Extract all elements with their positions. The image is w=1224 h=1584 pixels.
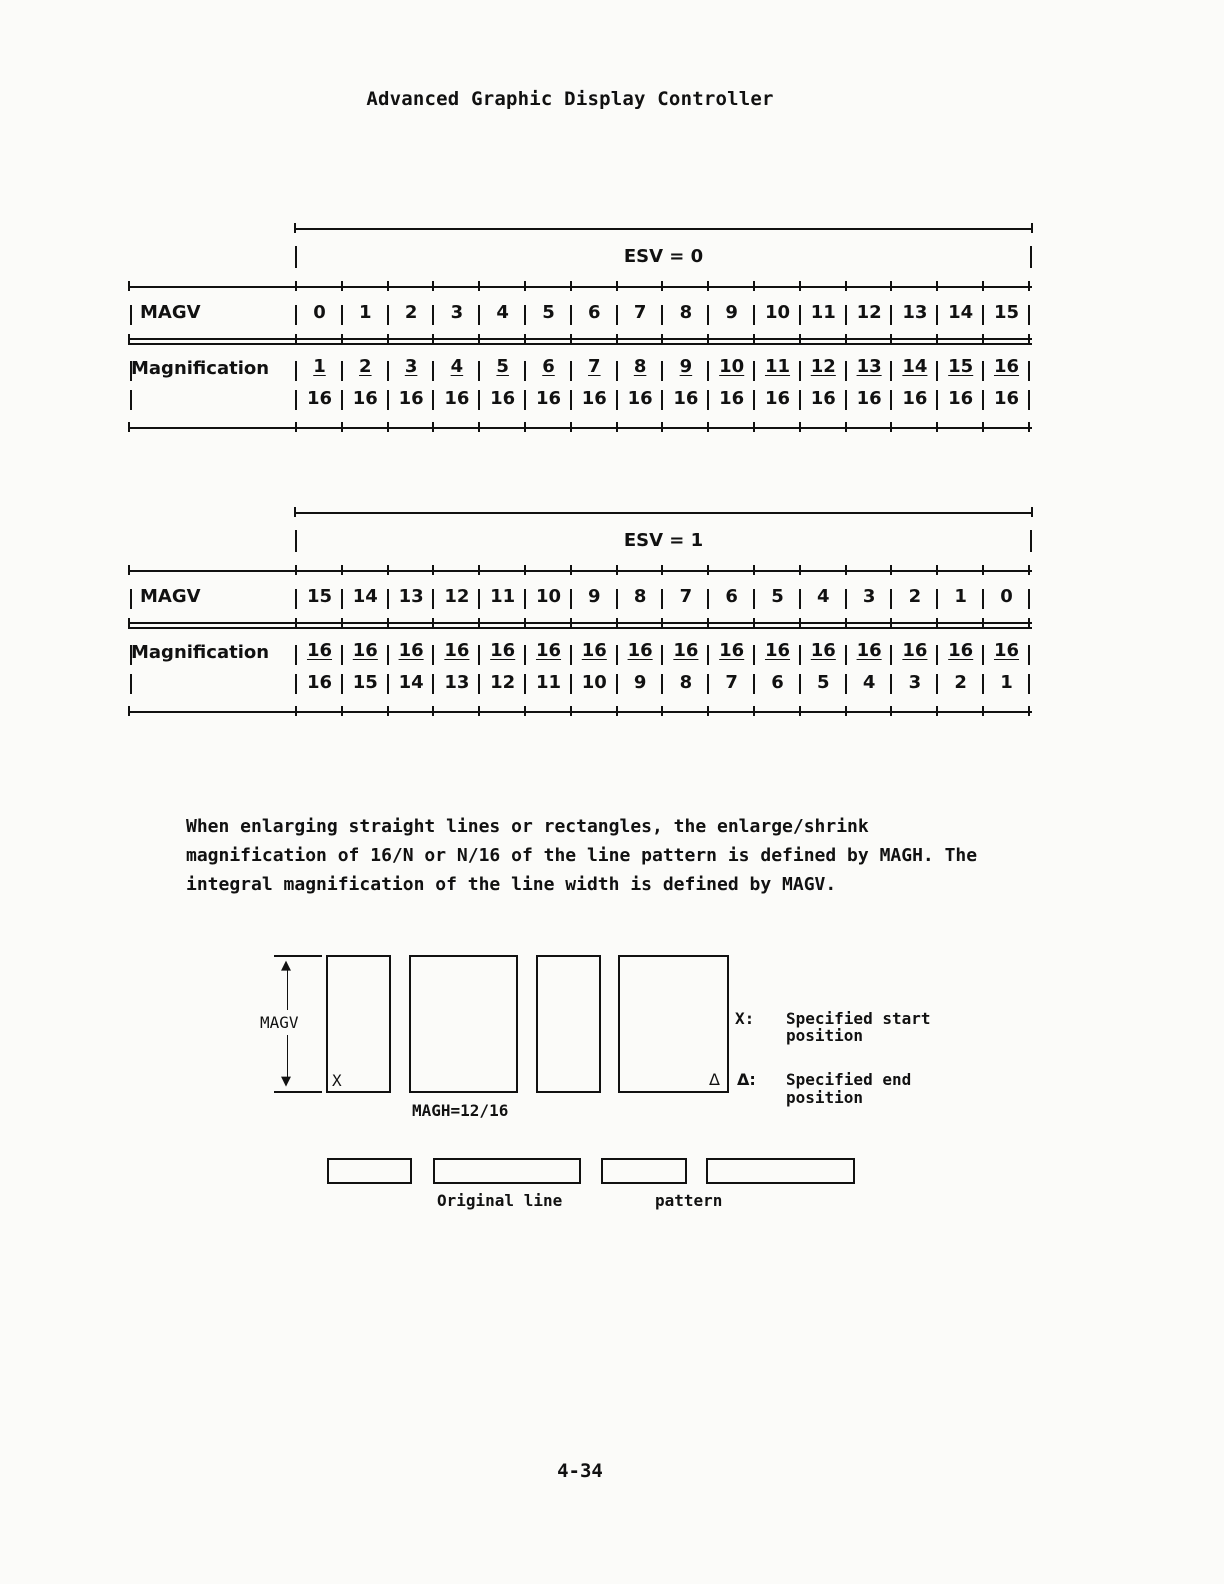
magv-cell: 11 [810,302,836,323]
numerator-cell [618,640,663,661]
numerator-cell-text: 7 [588,356,601,377]
numerator-cell [389,356,434,377]
rule-tick [890,281,892,291]
magv-cell: 2 [404,302,418,323]
enlarged-segment-4 [618,955,729,1093]
rule-tick [707,565,709,575]
magv-cell: 13 [902,302,928,323]
rule-tick [478,706,480,716]
rule-tick [936,565,938,575]
numerator-cell [663,356,708,377]
rule-tick [982,334,984,344]
rule-tick [128,422,130,432]
rule-tick [1031,223,1033,233]
denominator-cell: 8 [679,672,693,693]
rule-tick [432,281,434,291]
numerator-cell-text: 16 [673,640,699,661]
paragraph-line: When enlarging straight lines or rectangles, the enlarge/shrink [186,816,869,837]
denominator-cell: 1 [1000,672,1013,693]
denominator-cell: 4 [862,672,876,693]
magv-line-upper [287,968,288,1010]
rule-tick [936,334,938,344]
rule-tick [890,618,892,628]
rule-tick [295,281,297,291]
denominator-cell: 2 [954,672,967,693]
numerator-cell-text: 15 [948,356,974,377]
numerator-cell [343,640,388,661]
numerator-cell-text: 16 [764,640,791,661]
rule-tick [845,334,847,344]
rule-tick [128,706,130,716]
start-marker: X [332,1071,342,1090]
page-number: 4-34 [557,1460,603,1482]
numerator-cell [755,640,800,661]
denominator-cell: 6 [771,672,784,693]
rule-tick [936,618,938,628]
numerator-cell [480,356,525,377]
rule-tick [570,334,572,344]
magv-cell: 11 [490,586,516,607]
numerator-cell-text: 16 [948,640,974,661]
denominator-cell: 7 [725,672,738,693]
rule-tick [707,281,709,291]
numerator-cell-text: 6 [542,356,555,377]
numerator-cell [526,640,571,661]
rule-tick [1028,618,1030,628]
magv-cell: 8 [679,302,693,323]
enlarged-segment-1 [326,955,391,1093]
denominator-cell: 13 [444,672,470,693]
rule-tick [982,618,984,628]
rule-tick [387,281,389,291]
numerator-cell-text: 13 [856,356,882,377]
numerator-cell [938,356,983,377]
magv-cell: 1 [954,586,967,607]
magv-up-arrow: ▲ [281,958,291,973]
numerator-cell-text: 1 [313,356,326,377]
numerator-cell-text: 16 [535,640,562,661]
numerator-cell [389,640,434,661]
numerator-cell [618,356,663,377]
numerator-cell-text: 5 [496,356,509,377]
esv-header [295,228,1032,286]
numerator-cell [434,640,479,661]
legend-end-key: Δ: [737,1070,756,1089]
original-segment-3 [601,1158,687,1184]
rule-tick [1028,565,1030,575]
original-segment-2 [433,1158,581,1184]
rule-tick [524,422,526,432]
denominator-cell: 9 [633,672,647,693]
rule-tick [387,334,389,344]
rule-tick [799,706,801,716]
magnification-row-label: Magnification [131,358,270,379]
rule-tick [799,618,801,628]
denominator-cell: 16 [490,388,516,409]
rule-tick [387,422,389,432]
denominator-cell: 16 [673,388,699,409]
rule-tick [128,334,130,344]
rule-tick [478,618,480,628]
magnification-table-esv1 [128,512,1032,717]
original-line-label: Original line [437,1191,563,1210]
legend-end-text: Specified end [786,1070,912,1089]
denominator-cell: 16 [948,388,974,409]
rule-tick [432,565,434,575]
rule-tick [478,334,480,344]
numerator-cell-text: 9 [679,356,693,377]
denominator-cell: 16 [810,388,836,409]
magv-cell: 0 [1000,586,1013,607]
numerator-cell-text: 16 [398,640,424,661]
numerator-cell-text: 16 [902,640,928,661]
magnification-row-label: Magnification [131,642,270,663]
paragraph-line: integral magnification of the line width is defined by MAGV. [186,874,837,895]
magv-line-lower [287,1035,288,1081]
magv-row-label: MAGV [140,302,201,323]
rule-tick [661,334,663,344]
numerator-cell-text: 16 [993,640,1020,661]
rule-tick [570,422,572,432]
rule-tick [341,334,343,344]
rule-tick [616,618,618,628]
rule-tick [524,334,526,344]
rule-tick [341,281,343,291]
magv-cell: 8 [633,586,647,607]
denominator-cell: 16 [444,388,470,409]
rule-tick [982,706,984,716]
numerator-cell [572,640,617,661]
rule-tick [661,565,663,575]
numerator-cell [892,356,937,377]
magv-cell: 14 [948,302,974,323]
magv-cell: 3 [450,302,464,323]
rule-tick [524,281,526,291]
rule-tick [799,422,801,432]
denominator-cell: 10 [581,672,607,693]
rule-tick [1031,507,1033,517]
magv-cell: 10 [764,302,791,323]
end-marker: Δ [709,1070,720,1089]
numerator-cell [709,356,754,377]
numerator-cell-text: 3 [404,356,418,377]
rule-tick [845,618,847,628]
magv-bottom-tick [274,1091,322,1093]
magv-down-arrow: ▼ [281,1074,291,1089]
rule-tick [341,565,343,575]
magv-cell: 5 [542,302,555,323]
rule-tick [524,618,526,628]
legend-end-text-2: position [786,1088,864,1107]
rule-tick [890,706,892,716]
numerator-cell-text: 8 [633,356,647,377]
legend-start-key: X: [735,1009,755,1028]
denominator-cell: 16 [764,388,791,409]
esv-label: ESV = 1 [623,530,704,551]
numerator-cell-text: 4 [450,356,464,377]
rule-tick [341,706,343,716]
denominator-cell: 16 [398,388,424,409]
rule-tick [128,281,130,291]
numerator-cell [480,640,525,661]
rule-tick [890,422,892,432]
numerator-cell-text: 16 [856,640,882,661]
numerator-cell [847,356,892,377]
magv-cell: 12 [444,586,470,607]
denominator-cell: 5 [817,672,830,693]
rule-tick [753,706,755,716]
rule-tick [1028,281,1030,291]
rule-tick [616,422,618,432]
magv-cell: 12 [856,302,882,323]
rule-tick [478,565,480,575]
enlarged-segment-3 [536,955,601,1093]
rule-tick [982,422,984,432]
rule-tick [295,334,297,344]
rule-tick [432,422,434,432]
magv-cell: 14 [352,586,378,607]
rule-tick [570,618,572,628]
magnification-table-esv0 [128,228,1032,433]
denominator-cell: 16 [719,388,745,409]
rule-tick [845,565,847,575]
rule-tick [128,565,130,575]
page-header-title: Advanced Graphic Display Controller [366,88,774,110]
rule-tick [661,618,663,628]
numerator-cell-text: 16 [810,640,836,661]
numerator-cell [938,640,983,661]
rule-tick [616,334,618,344]
numerator-cell [297,356,342,377]
rule-tick [1028,422,1030,432]
rule-tick [845,422,847,432]
magv-cell: 4 [496,302,509,323]
numerator-cell-text: 16 [352,640,378,661]
numerator-cell [709,640,754,661]
denominator-cell: 16 [993,388,1020,409]
rule-tick [753,422,755,432]
rule-tick [432,618,434,628]
numerator-cell-text: 16 [306,640,333,661]
numerator-cell-text: 11 [764,356,791,377]
rule-tick [341,618,343,628]
magv-cell: 9 [725,302,738,323]
denominator-cell: 16 [306,672,333,693]
numerator-cell [847,640,892,661]
magv-cell: 4 [817,586,830,607]
rule-tick [387,706,389,716]
numerator-cell [297,640,342,661]
rule-tick [524,706,526,716]
denominator-cell: 16 [627,388,653,409]
magv-cell: 2 [908,586,922,607]
original-segment-1 [327,1158,412,1184]
magv-cell: 3 [862,586,876,607]
denominator-cell: 11 [535,672,562,693]
magv-cell: 9 [588,586,601,607]
rule-tick [890,334,892,344]
magv-dimension-label: MAGV [260,1013,299,1032]
rule-tick [890,565,892,575]
numerator-cell [572,356,617,377]
denominator-cell: 12 [490,672,516,693]
rule-tick [1028,706,1030,716]
numerator-cell-text: 14 [902,356,928,377]
enlarged-segment-2 [409,955,518,1093]
rule-tick [570,565,572,575]
rule-tick [845,706,847,716]
rule-tick [432,706,434,716]
numerator-cell [892,640,937,661]
rule-tick [707,618,709,628]
rule-tick [936,422,938,432]
rule-tick [295,422,297,432]
numerator-cell [984,356,1029,377]
original-segment-4 [706,1158,855,1184]
rule-tick [294,507,296,517]
rule-tick [295,565,297,575]
magv-row-label: MAGV [140,586,201,607]
numerator-cell-text: 16 [490,640,516,661]
rule-tick [799,281,801,291]
numerator-cell-text: 12 [810,356,836,377]
numerator-cell-text: 10 [719,356,745,377]
esv-header [295,512,1032,570]
magv-cell: 6 [725,586,738,607]
numerator-cell-text: 16 [993,356,1020,377]
esv-label: ESV = 0 [623,246,704,267]
rule-tick [982,565,984,575]
magv-top-tick [274,955,322,957]
rule-tick [478,422,480,432]
rule-tick [295,706,297,716]
numerator-cell [801,356,846,377]
rule-tick [661,281,663,291]
rule-tick [341,422,343,432]
rule-tick [295,618,297,628]
numerator-cell [663,640,708,661]
rule-tick [707,422,709,432]
rule-tick [570,281,572,291]
rule-tick [524,565,526,575]
numerator-cell [755,356,800,377]
paragraph-line: magnification of 16/N or N/16 of the line pattern is defined by MAGH. The [186,845,978,866]
denominator-cell: 3 [908,672,922,693]
denominator-cell: 16 [535,388,562,409]
rule-tick [661,422,663,432]
numerator-cell-text: 16 [581,640,607,661]
numerator-cell-text: 16 [444,640,470,661]
rule-tick [753,281,755,291]
denominator-cell: 16 [352,388,378,409]
description-paragraph [186,812,1066,899]
magv-cell: 5 [771,586,784,607]
denominator-cell: 16 [856,388,882,409]
rule-tick [799,565,801,575]
numerator-cell-text: 16 [719,640,745,661]
legend-start-text-2: position [786,1026,864,1045]
rule-tick [753,618,755,628]
denominator-cell: 16 [581,388,607,409]
rule-tick [845,281,847,291]
legend-start-text: Specified start [786,1009,931,1028]
rule-tick [707,706,709,716]
rule-tick [661,706,663,716]
rule-tick [432,334,434,344]
rule-tick [616,565,618,575]
rule-tick [753,334,755,344]
magv-cell: 1 [359,302,372,323]
rule-tick [128,618,130,628]
rule-tick [936,706,938,716]
magh-label: MAGH=12/16 [412,1101,509,1120]
magv-cell: 6 [588,302,601,323]
magv-cell: 7 [633,302,647,323]
denominator-cell: 16 [306,388,333,409]
rule-tick [616,281,618,291]
numerator-cell [526,356,571,377]
rule-tick [1028,334,1030,344]
rule-tick [294,223,296,233]
rule-tick [799,334,801,344]
denominator-cell: 14 [398,672,424,693]
magv-cell: 7 [679,586,693,607]
rule-tick [936,281,938,291]
denominator-cell: 15 [352,672,378,693]
numerator-cell [434,356,479,377]
rule-tick [753,565,755,575]
numerator-cell [343,356,388,377]
numerator-cell-text: 2 [359,356,372,377]
rule-tick [387,618,389,628]
rule-tick [387,565,389,575]
numerator-cell [984,640,1029,661]
rule-tick [707,334,709,344]
rule-tick [478,281,480,291]
rule-tick [616,706,618,716]
magv-cell: 15 [306,586,333,607]
denominator-cell: 16 [902,388,928,409]
pattern-label: pattern [655,1191,723,1210]
numerator-cell [801,640,846,661]
magv-cell: 0 [313,302,326,323]
rule-tick [570,706,572,716]
rule-tick [982,281,984,291]
magv-cell: 13 [398,586,424,607]
magv-cell: 15 [993,302,1020,323]
numerator-cell-text: 16 [627,640,653,661]
magv-cell: 10 [535,586,562,607]
